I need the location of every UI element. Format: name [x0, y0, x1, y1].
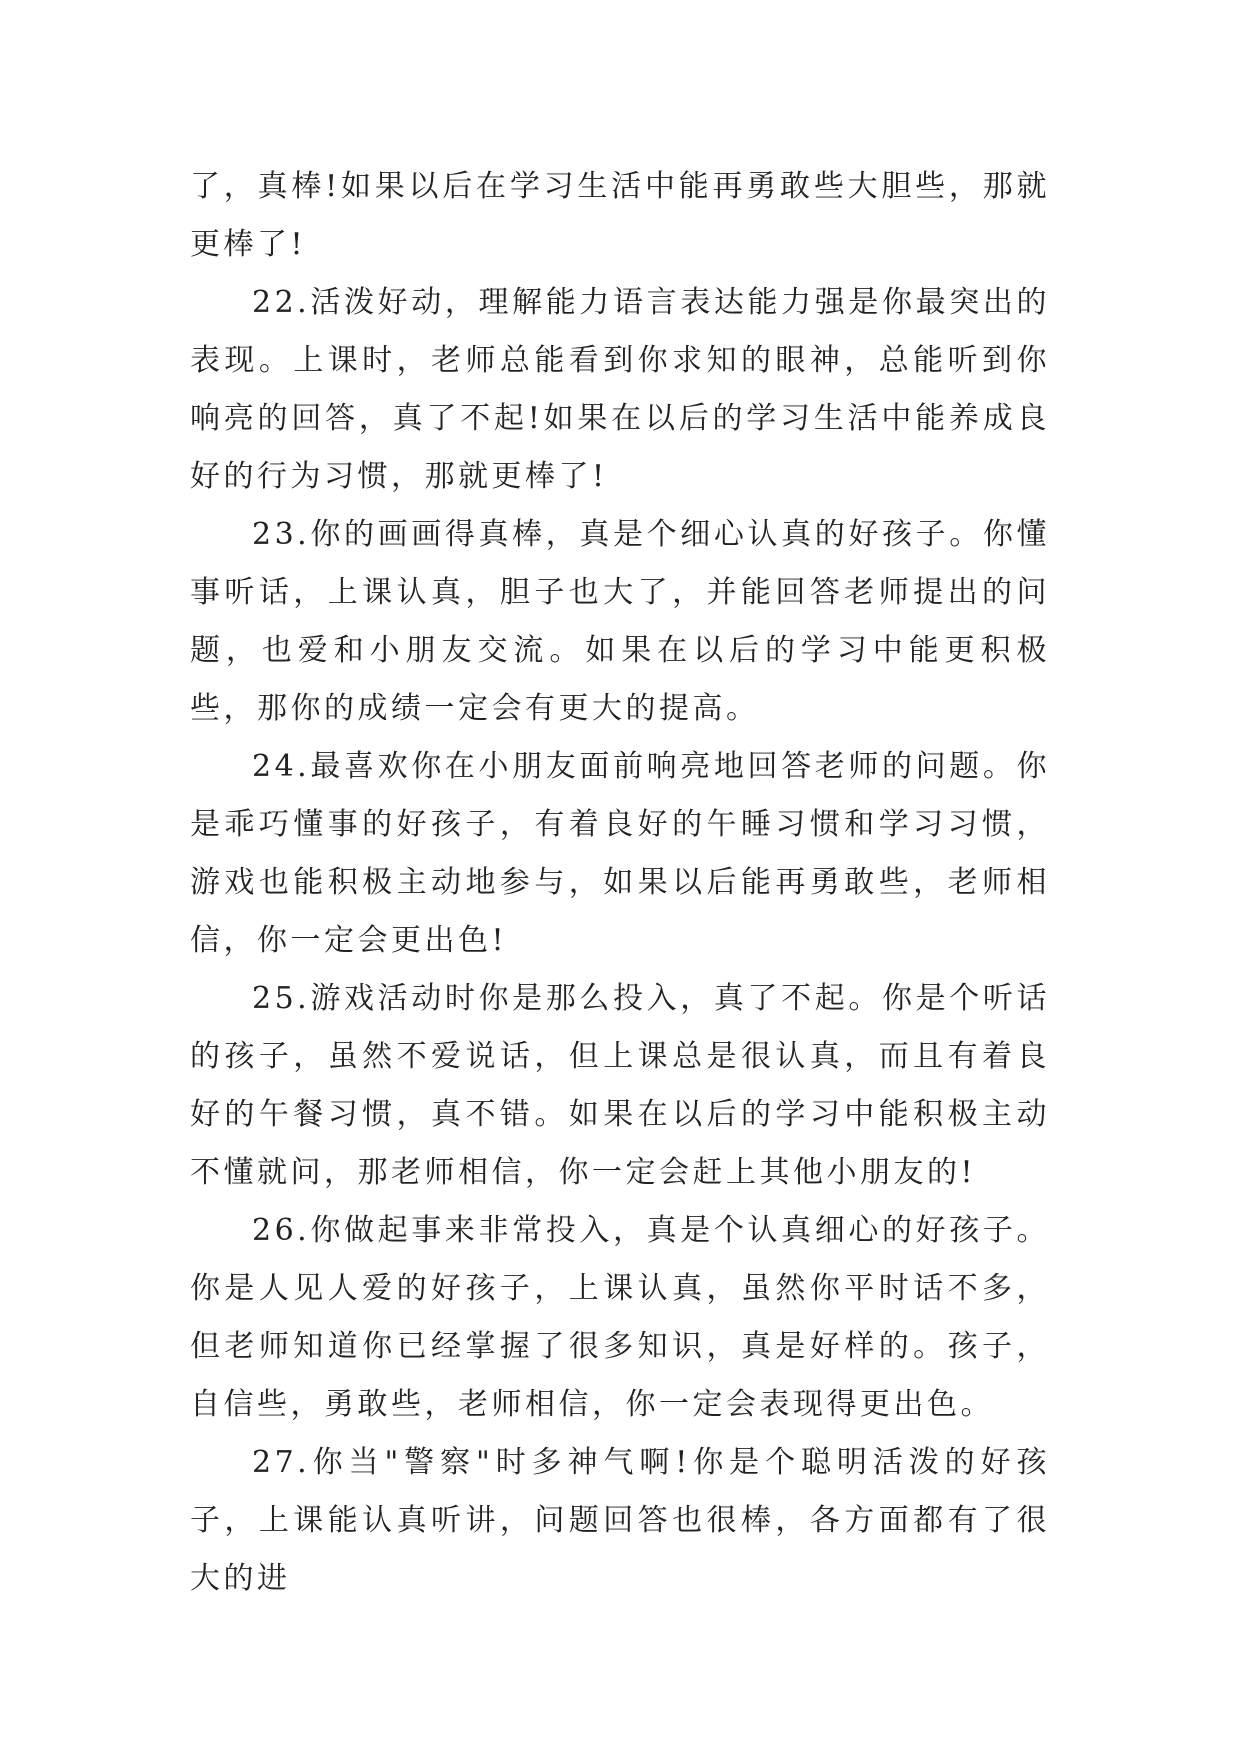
paragraph-23: 23.你的画画得真棒，真是个细心认真的好孩子。你懂事听话，上课认真，胆子也大了，并能回答老师提出的问题，也爱和小朋友交流。如果在以后的学习中能更积极些，那你的成绩一定会有更大的提高。: [190, 517, 1050, 726]
paragraph-27: 27.你当"警察"时多神气啊!你是个聪明活泼的好孩子，上课能认真听讲，问题回答也很棒，各方面都有了很大的进: [190, 1445, 1050, 1596]
paragraph-25: 25.游戏活动时你是那么投入，真了不起。你是个听话的孩子，虽然不爱说话，但上课总是很认真，而且有着良好的午餐习惯，真不错。如果在以后的学习中能积极主动不懂就问，那老师相信，你一定会赶上其他小朋友的!: [190, 981, 1050, 1190]
paragraph-21-continuation: 了，真棒!如果以后在学习生活中能再勇敢些大胆些，那就更棒了!: [190, 169, 1050, 262]
paragraph-24: 24.最喜欢你在小朋友面前响亮地回答老师的问题。你是乖巧懂事的好孩子，有着良好的午睡习惯和学习习惯，游戏也能积极主动地参与，如果以后能再勇敢些，老师相信，你一定会更出色!: [190, 749, 1050, 958]
document-body: [190, 158, 1050, 1608]
paragraph-22: 22.活泼好动，理解能力语言表达能力强是你最突出的表现。上课时，老师总能看到你求知的眼神，总能听到你响亮的回答，真了不起!如果在以后的学习生活中能养成良好的行为习惯，那就更棒了!: [190, 285, 1050, 494]
paragraph-26: 26.你做起事来非常投入，真是个认真细心的好孩子。你是人见人爱的好孩子，上课认真，虽然你平时话不多，但老师知道你已经掌握了很多知识，真是好样的。孩子，自信些，勇敢些，老师相信，你一定会表现得更出色。: [190, 1213, 1050, 1422]
